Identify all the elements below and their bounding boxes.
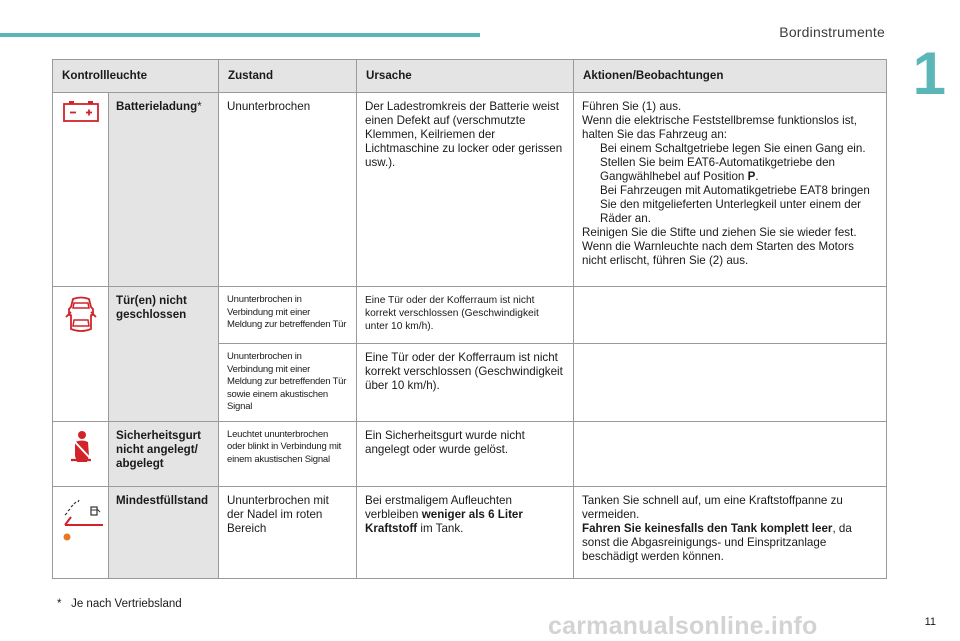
door-icon-cell [53, 287, 109, 422]
battery-action-bullets [582, 142, 877, 226]
open-door-icon [65, 295, 97, 335]
table-row-fuel [53, 486, 887, 578]
door-cause-2: Eine Tür oder der Kofferraum ist nicht korrekt verschlossen (Geschwindigkeit über 10 km/h). [357, 344, 574, 422]
table-row-door-1 [53, 287, 887, 344]
list-item [582, 156, 877, 184]
fuel-cause-pre: Bei erstmaligem Aufleuchten verbleiben [365, 493, 512, 521]
footnote-mark: * [57, 598, 62, 610]
battery-action-intro2: Wenn die elektrische Feststellbremse funktionslos ist, halten Sie das Fahrzeug an: [582, 114, 857, 141]
table-header-row [53, 60, 887, 93]
fuel-action-2-post: , da sonst die Abgasreinigungs- und Einspritzanlage beschädigt werden können. [582, 521, 852, 563]
list-item [582, 142, 877, 156]
watermark: carmanualsonline.info [548, 612, 818, 640]
fuel-state: Ununterbrochen mit der Nadel im roten Bereich [219, 486, 357, 578]
bullet-text: Bei Fahrzeugen mit Automatikgetriebe EAT8 bringen Sie den mitgelieferten Unterlegkeil unter einem der Räder an. [600, 184, 870, 225]
seatbelt-cause: Ein Sicherheitsgurt wurde nicht angelegt oder wurde gelöst. [357, 421, 574, 486]
door-name: Tür(en) nicht geschlossen [109, 287, 219, 422]
seatbelt-actions [574, 421, 887, 486]
fuel-cause-bold: weniger als 6 Liter Kraftstoff [365, 507, 523, 535]
table-row-seatbelt [53, 421, 887, 486]
battery-name: Batterieladung [116, 100, 198, 113]
chapter-number: 1 [912, 40, 946, 107]
door-cause-1: Eine Tür oder der Kofferraum ist nicht korrekt verschlossen (Geschwindigkeit unter 10 km/h). [357, 287, 574, 344]
list-item [582, 184, 877, 226]
col-header-state: Zustand [219, 60, 357, 93]
seatbelt-icon-cell [53, 421, 109, 486]
door-actions-1 [574, 287, 887, 344]
door-state-2: Ununterbrochen in Verbindung mit einer Meldung zur betreffenden Tür sowie einem akustischen Signal [219, 344, 357, 422]
col-header-actions: Aktionen/Beobachtungen [574, 60, 887, 93]
col-header-cause: Ursache [357, 60, 574, 93]
warning-lights-table [52, 59, 887, 579]
fuel-gauge-icon [61, 495, 105, 541]
battery-action-outro1: Reinigen Sie die Stifte und ziehen Sie sie wieder fest. [582, 226, 857, 239]
fuel-action-2 [582, 522, 877, 564]
door-state-1: Ununterbrochen in Verbindung mit einer Meldung zur betreffenden Tür [219, 287, 357, 344]
seatbelt-name: Sicherheitsgurt nicht angelegt/ abgelegt [109, 421, 219, 486]
battery-action-intro: Führen Sie (1) aus. [582, 100, 682, 113]
col-header-warning-light: Kontrollleuchte [53, 60, 219, 93]
door-actions-2 [574, 344, 887, 422]
bullet-text: Bei einem Schaltgetriebe legen Sie einen Gang ein. [600, 142, 866, 155]
battery-actions [574, 93, 887, 287]
seatbelt-state: Leuchtet ununterbrochen oder blinkt in Verbindung mit einem akustischen Signal [219, 421, 357, 486]
fuel-actions [574, 486, 887, 578]
battery-cause: Der Ladestromkreis der Batterie weist einen Defekt auf (verschmutzte Klemmen, Keilriemen der Lichtmaschine zu locker oder gerissen usw.). [357, 93, 574, 287]
page-number: 11 [924, 616, 936, 628]
battery-action-outro2: Wenn die Warnleuchte nach dem Starten des Motors nicht erlischt, führen Sie (2) aus. [582, 240, 854, 267]
gear-position-p: P [747, 170, 756, 183]
battery-icon [62, 101, 100, 123]
fuel-name: Mindestfüllstand [109, 486, 219, 578]
battery-asterisk: * [197, 100, 202, 113]
battery-icon-cell [53, 93, 109, 287]
fuel-cause-post: im Tank. [420, 521, 464, 535]
section-title: Bordinstrumente [779, 24, 885, 40]
seatbelt-icon [69, 430, 93, 464]
battery-state: Ununterbrochen [219, 93, 357, 287]
fuel-icon-cell [53, 486, 109, 578]
fuel-action-2-bold: Fahren Sie keinesfalls den Tank komplett leer [582, 521, 833, 535]
bullet-text: Stellen Sie beim EAT6-Automatikgetriebe den Gangwählhebel auf Position [600, 156, 836, 183]
footnote-text: Je nach Vertriebsland [71, 598, 182, 610]
fuel-action-1: Tanken Sie schnell auf, um eine Kraftstoffpanne zu vermeiden. [582, 493, 843, 521]
bullet-end: . [755, 170, 759, 183]
header-accent-bar [0, 33, 480, 37]
battery-name-cell [109, 93, 219, 287]
footnote [57, 598, 182, 610]
fuel-cause [357, 486, 574, 578]
table-row-battery [53, 93, 887, 287]
